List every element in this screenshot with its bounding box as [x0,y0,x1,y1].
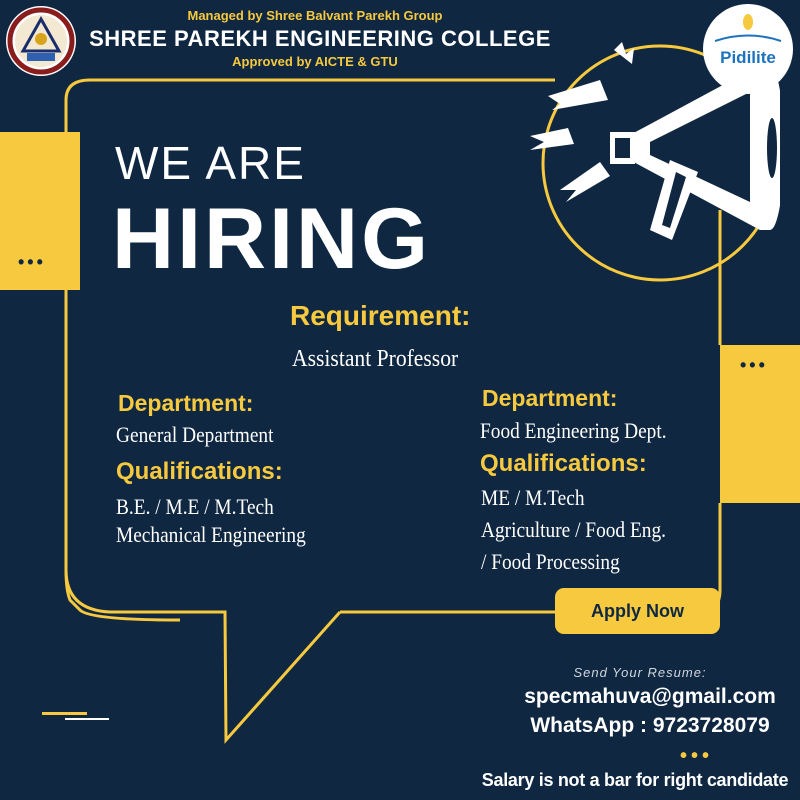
requirement-value: Assistant Professor [292,346,459,372]
qualifications-label: Qualifications: [480,450,647,477]
requirement-label: Requirement: [290,300,471,331]
department-value: General Department [116,422,274,447]
managed-by-text: Managed by Shree Balvant Parekh Group [187,8,443,23]
ellipsis-icon: ••• [680,745,714,767]
decorative-dash [42,712,87,715]
ellipsis-icon: ••• [740,355,768,375]
headline-we-are: WE ARE [115,137,306,189]
salary-note: Salary is not a bar for right candidate [481,770,789,790]
decorative-dash [65,718,109,720]
qualification-item: B.E. / M.E / M.Tech [116,494,274,519]
college-name: SHREE PAREKH ENGINEERING COLLEGE [89,26,551,51]
qualifications-label: Qualifications: [116,458,283,485]
department-label: Department: [118,390,254,416]
department-value: Food Engineering Dept. [480,418,667,443]
qualification-item: ME / M.Tech [481,485,585,510]
approval-text: Approved by AICTE & GTU [232,54,398,69]
college-seal-logo [5,5,77,77]
qualification-item: Agriculture / Food Eng. [481,517,666,542]
pidilite-wordmark: Pidilite [720,48,776,67]
headline-hiring: HIRING [112,191,431,287]
contact-email[interactable]: specmahuva@gmail.com [524,685,776,708]
department-label: Department: [482,385,618,411]
send-resume-label: Send Your Resume: [573,665,707,680]
ellipsis-icon: ••• [18,252,46,272]
contact-whatsapp[interactable]: WhatsApp : 9723728079 [530,714,770,737]
qualification-item: Mechanical Engineering [116,522,306,547]
apply-now-button[interactable]: Apply Now [555,588,720,634]
pidilite-logo [703,4,793,94]
qualification-item: / Food Processing [481,549,620,574]
